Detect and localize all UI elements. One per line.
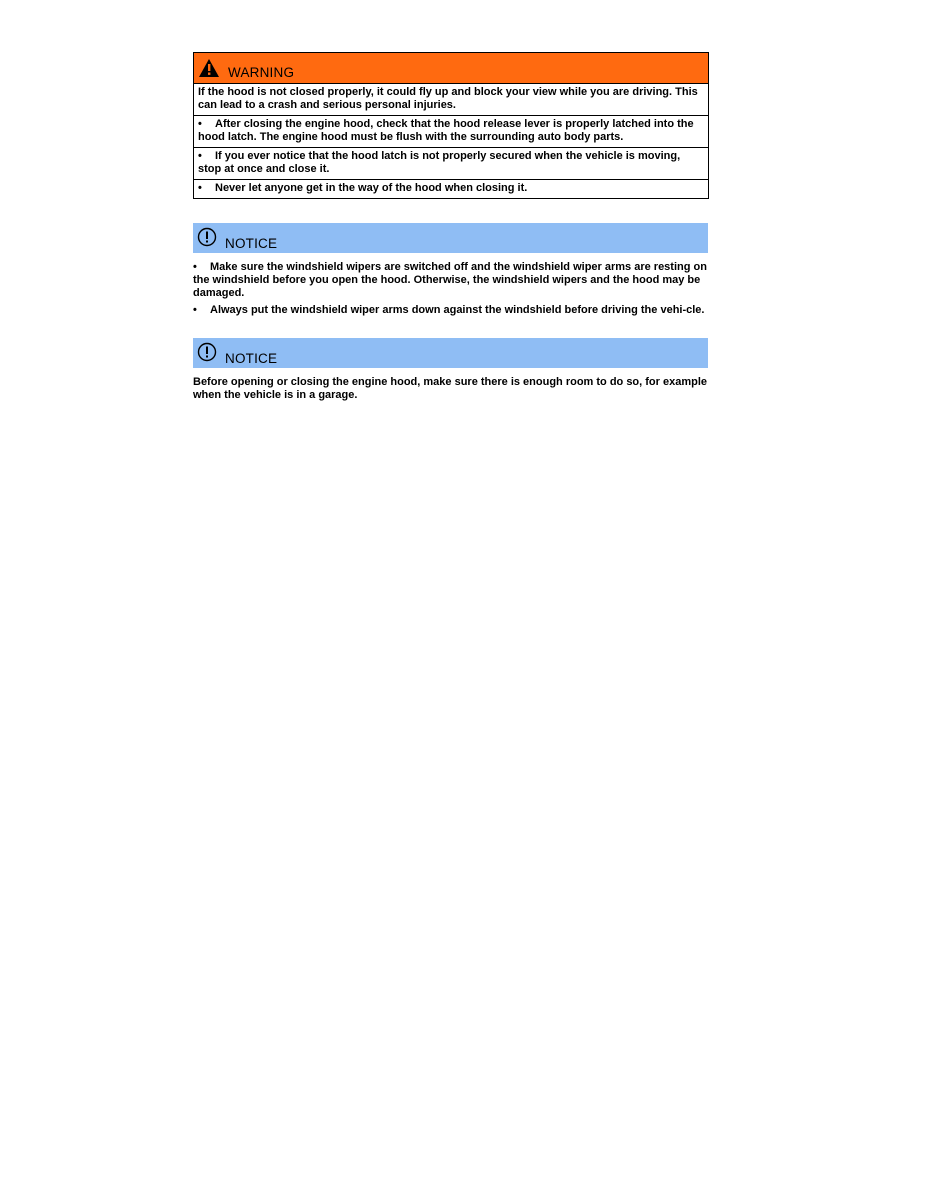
bullet: •	[193, 261, 197, 273]
notice-section	[193, 338, 709, 402]
warning-bullet-item	[194, 116, 708, 148]
exclamation-circle-icon	[197, 342, 217, 362]
notice-title: NOTICE	[225, 236, 278, 251]
warning-bullet-item	[194, 148, 708, 180]
warning-box	[193, 52, 709, 199]
notice-bullet-item	[193, 261, 709, 300]
page-content	[193, 52, 709, 406]
warning-bullet-text: After closing the engine hood, check that the hood release lever is properly latched into the hood latch. The engine hood must be flush with the surrounding auto body parts.	[198, 118, 694, 143]
warning-paragraph-text: If the hood is not closed properly, it could fly up and block your view while you are driving. This can lead to a crash and serious personal injuries.	[198, 86, 698, 111]
notice-paragraph-text: Before opening or closing the engine hood, make sure there is enough room to do so, for example when the vehicle is in a garage.	[193, 376, 708, 401]
warning-paragraph	[194, 84, 708, 116]
warning-triangle-icon	[198, 58, 220, 78]
notice-section	[193, 223, 709, 317]
warning-bullet-text: Never let anyone get in the way of the hood when closing it.	[215, 182, 528, 194]
warning-bullet-text: If you ever notice that the hood latch is not properly secured when the vehicle is moving, stop at once and close it.	[198, 150, 681, 175]
notice-bullet-text: Always put the windshield wiper arms down against the windshield before driving the vehi-cle.	[210, 304, 705, 316]
warning-body	[194, 84, 708, 198]
warning-title: WARNING	[228, 65, 295, 80]
notice-paragraph	[193, 376, 709, 402]
bullet: •	[193, 304, 197, 316]
bullet: •	[198, 118, 202, 130]
bullet: •	[198, 150, 202, 162]
warning-header	[194, 53, 708, 84]
notice-body	[193, 253, 709, 317]
bullet: •	[198, 182, 202, 194]
notice-title: NOTICE	[225, 351, 278, 366]
exclamation-circle-icon	[197, 227, 217, 247]
notice-bullet-text: Make sure the windshield wipers are switched off and the windshield wiper arms are resting on the windshield before you open the hood. Otherwise, the windshield wipers and the hood may be damaged.	[193, 261, 707, 299]
notice-header	[193, 338, 708, 368]
warning-bullet-item	[194, 180, 708, 198]
notice-body	[193, 368, 709, 402]
notice-bullet-item	[193, 304, 709, 317]
notice-header	[193, 223, 708, 253]
